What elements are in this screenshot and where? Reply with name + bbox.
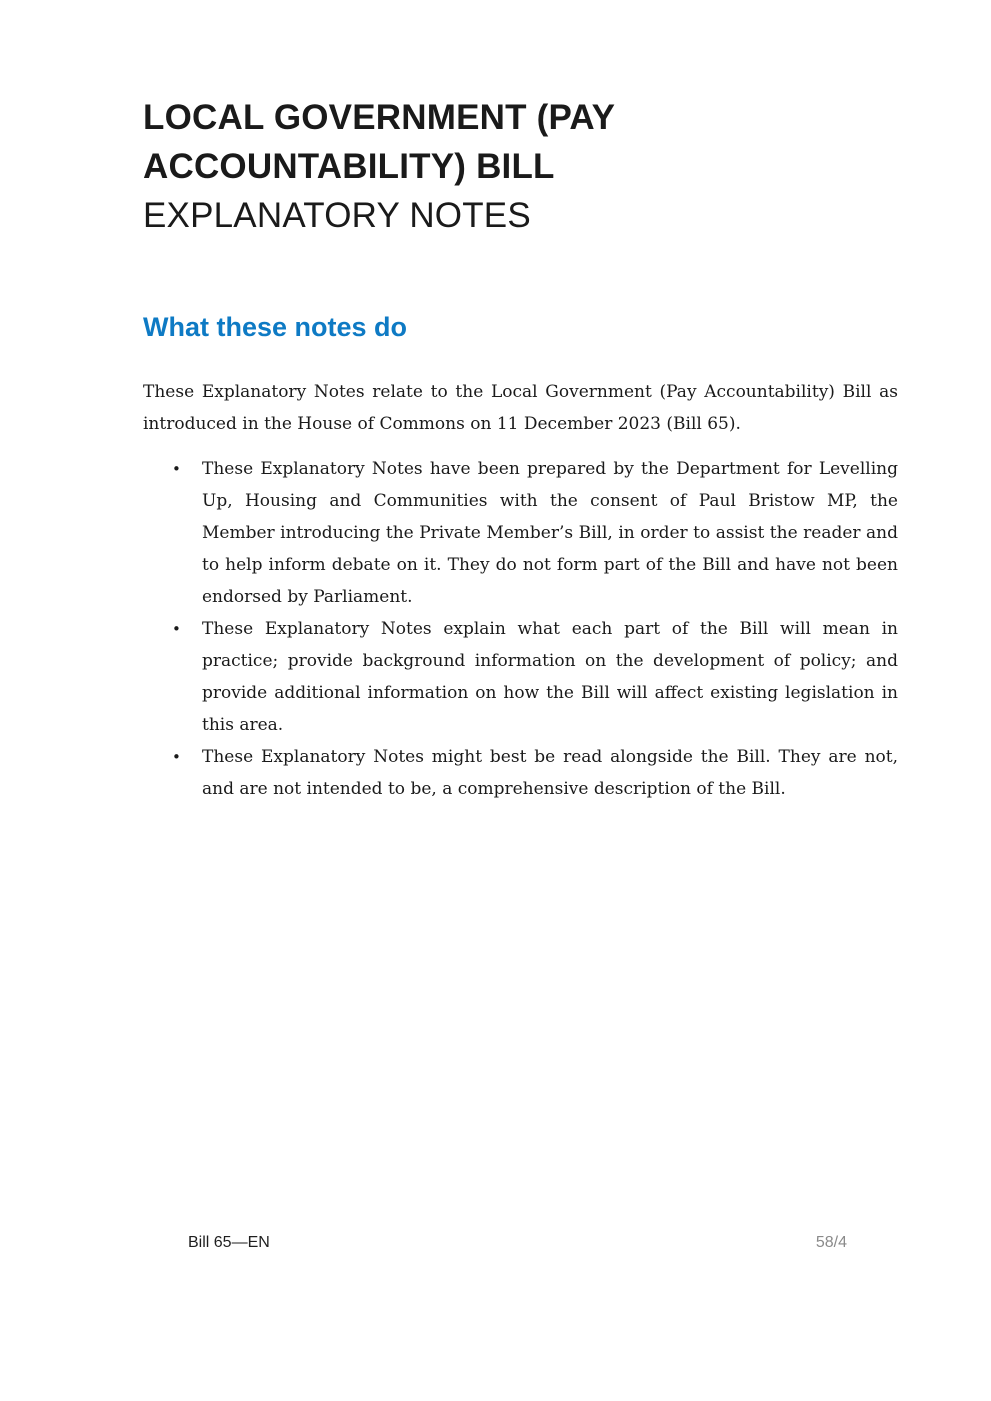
bullet-item-3 [143, 741, 898, 805]
section-heading: What these notes do [143, 312, 408, 342]
bullet-icon: • [172, 620, 181, 638]
intro-paragraph: These Explanatory Notes relate to the Local Government (Pay Accountability) Bill as introduced in the House of Commons on 11 December 2023 (Bill 65). [143, 382, 898, 434]
bill-title-line-2: ACCOUNTABILITY) BILL [143, 147, 555, 186]
bullet-icon: • [172, 748, 181, 766]
bullet-text-1: These Explanatory Notes have been prepared by the Department for Levelling Up, Housing and Communities with the consent of Paul Bristow MP, the Member introducing the Private Member’s Bill, in order to assist the reader and to help inform debate on it. They do not form part of the Bill and have not been endorsed by Parliament. [202, 459, 898, 607]
bullet-item-2 [143, 613, 898, 741]
bullet-icon: • [172, 460, 181, 478]
document-subtitle: EXPLANATORY NOTES [143, 196, 531, 235]
bullet-item-1 [143, 453, 898, 613]
bill-title [143, 93, 898, 191]
bullet-text-3: These Explanatory Notes might best be read alongside the Bill. They are not, and are not intended to be, a comprehensive description of the Bill. [202, 747, 898, 799]
bullet-text-2: These Explanatory Notes explain what each part of the Bill will mean in practice; provide background information on the development of policy; and provide additional information on how the Bill will affect existing legislation in this area. [202, 619, 898, 735]
bill-title-line-1: LOCAL GOVERNMENT (PAY [143, 98, 616, 137]
bullet-list [143, 453, 898, 805]
footer-page-number: 58/4 [815, 1234, 847, 1251]
footer-bill-number: Bill 65—EN [188, 1234, 270, 1251]
page-footer [188, 1232, 847, 1254]
